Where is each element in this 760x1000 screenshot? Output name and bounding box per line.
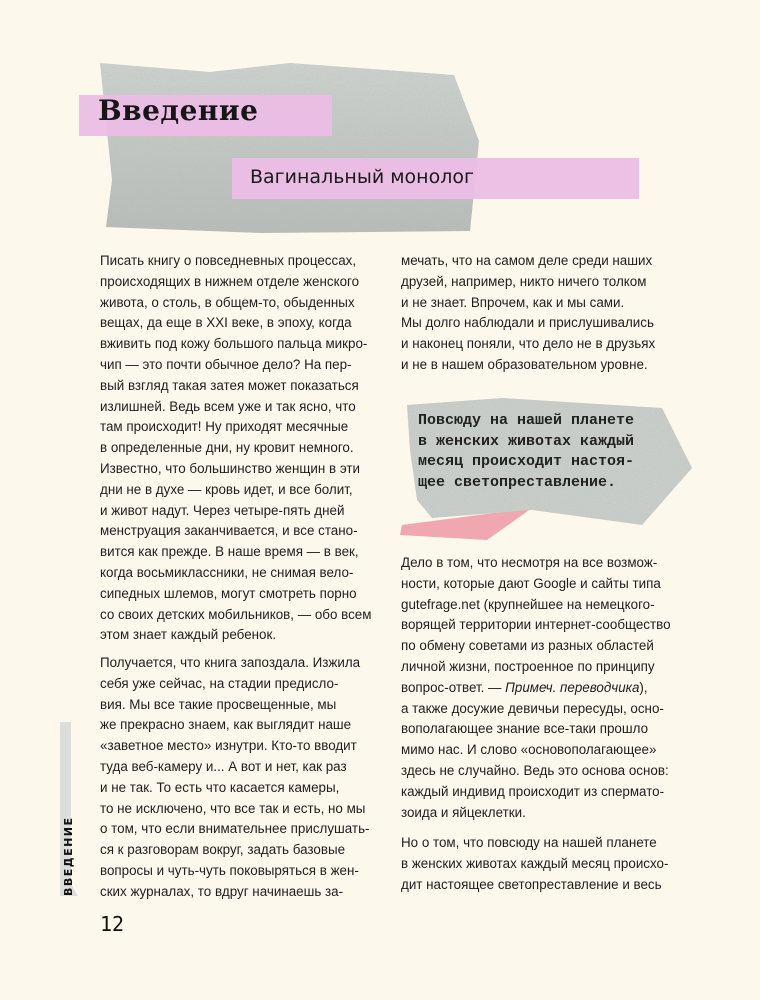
text-line: мечать, что на самом деле среди наших: [401, 253, 653, 268]
text-line: в женских животах каждый месяц происхо-: [401, 855, 669, 871]
text-line: чип — это почти обычное дело? На пер-: [100, 356, 352, 372]
text-line: Мы долго наблюдали и прислушивались: [401, 315, 654, 331]
chapter-title: Введение: [98, 94, 259, 127]
text-line: дни не в духе — кровь идет, и все болит,: [100, 481, 353, 497]
text-line: в женских животах каждый: [418, 432, 635, 450]
right-column-paragraph-3: [401, 833, 691, 895]
text-line: то не исключено, что все так и есть, но мы: [100, 800, 366, 816]
text-line: же прекрасно знаем, как выглядит наше: [100, 717, 352, 733]
text-line: этом знает каждый ребенок.: [100, 627, 277, 643]
text-line: о том, что если внимательнее прислушать-: [100, 821, 370, 837]
text-line: по обмену советами из разных областей: [401, 638, 654, 654]
text-line: и не так. То есть что касается камеры,: [100, 779, 340, 795]
text-line: ности, которые дают Google и сайты типа: [401, 575, 661, 591]
pull-quote: [418, 411, 634, 493]
text-line: Но о том, что повсюду на нашей планете: [401, 835, 657, 850]
text-line: там происходит! Ну приходят месячные: [100, 419, 349, 435]
left-column-paragraph-2: [100, 653, 390, 903]
text-line: щее светопреставление.: [418, 473, 617, 491]
text-line: Писать книгу о повседневных процессах,: [100, 253, 357, 268]
text-line: менструация заканчивается, и все стано-: [100, 523, 358, 539]
text-line: и не в нашем образовательном уровне.: [401, 356, 648, 372]
text-line: и наконец поняли, что дело не в друзьях: [401, 336, 656, 352]
chapter-subtitle: Вагинальный монолог: [250, 166, 474, 188]
left-column-paragraph-1: [100, 251, 390, 646]
text-line: дит настоящее светопреставление и весь: [401, 876, 662, 892]
text-line: «заветное место» изнутри. Кто-то вводит: [100, 738, 357, 754]
text-line: Известно, что большинство женщин в эти: [100, 460, 360, 476]
text-line: вый взгляд такая затея может показаться: [100, 377, 359, 393]
text-line: каждый индивид происходит из спермато-: [401, 783, 665, 799]
text-line: и не знает. Впрочем, как и мы сами.: [401, 294, 625, 310]
text-line: в определенные дни, ну кровит немного.: [100, 440, 354, 456]
text-line: вживить под кожу большого пальца микро-: [100, 336, 368, 352]
text-line: вопросы и чуть-чуть поковыряться в жен-: [100, 862, 359, 878]
text-line: вополагающее знание все-таки прошло: [401, 721, 649, 737]
text-line: ворящей территории интернет-сообщество: [401, 617, 671, 633]
text-line: ских журналах, то вдруг начинаешь за-: [100, 883, 344, 899]
text-line: происходящих в нижнем отделе женского: [100, 273, 360, 289]
text-line: вится как прежде. В наше время — в век,: [100, 544, 359, 560]
text-line: личной жизни, построенное по принципу: [401, 658, 655, 674]
text-line: вия. Мы все такие просвещенные, мы: [100, 696, 337, 712]
text-line: вещах, да еще в XXI веке, в эпоху, когда: [100, 315, 352, 331]
text-line: со своих детских мобильников, — обо всем: [100, 606, 372, 622]
text-line: Повсюду на нашей планете: [418, 412, 635, 429]
translator-note: Примеч. переводчика: [505, 679, 640, 695]
text-line: туда веб-камеру и... А вот и нет, как раз: [100, 758, 347, 774]
text-line: здесь не случайно. Ведь это основа основ:: [401, 762, 669, 778]
right-column-paragraph-2: [401, 553, 691, 823]
text-line: а также досужие девичьи пересуды, осно-: [401, 700, 664, 716]
text-line: gutefrage.net (крупнейшее на немецкого-: [401, 596, 655, 612]
text-line: себя уже сейчас, на стадии предисло-: [100, 675, 339, 691]
text-line: месяц происходит настоя-: [418, 453, 635, 470]
text-line: Дело в том, что несмотря на все возмож-: [401, 555, 658, 570]
text-line: мимо нас. И слово «основополагающее»: [401, 742, 657, 758]
text-line: когда восьмиклассники, не снимая вело-: [100, 564, 354, 580]
text-line: и живот надут. Через четыре-пять дней: [100, 502, 345, 518]
text-line: друзей, например, никто ничего толком: [401, 273, 647, 289]
page-number: 12: [100, 912, 125, 936]
right-column-paragraph-1: [401, 251, 691, 376]
text-line: излишней. Ведь всем уже и так ясно, что: [100, 398, 356, 414]
text-line: ся к разговорам вокруг, задать базовые: [100, 842, 346, 858]
text-line: Получается, что книга запоздала. Изжила: [100, 655, 361, 670]
text-line: зоида и яйцеклетки.: [401, 804, 526, 820]
text-line: вопрос-ответ. — Примеч. переводчика),: [401, 679, 648, 695]
text-line: живота, о столь, в общем-то, обыденных: [100, 294, 355, 310]
section-side-label: ВВЕДЕНИЕ: [62, 816, 75, 896]
text-line: сипедных шлемов, могут смотреть порно: [100, 585, 357, 601]
